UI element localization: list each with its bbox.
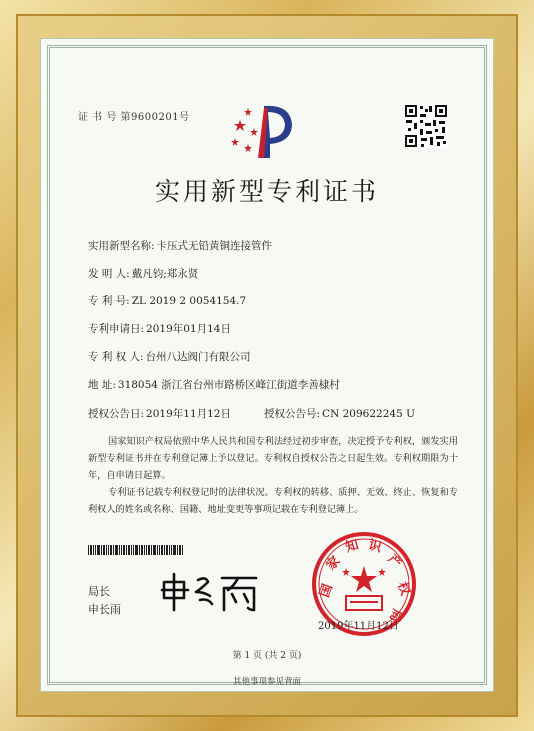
grant-date-row [88,406,231,421]
svg-text:国: 国 [317,582,336,600]
patent-number-row [88,293,246,308]
director-title: 局长 [88,585,110,598]
field-value: 318054 浙江省台州市路桥区峰江街道李善棣村 [117,379,340,391]
certificate-number: 证 书 号 第9600201号 [78,112,190,123]
field-value: 戴凡钧;郑永贤 [131,268,199,280]
barcode-icon [88,545,184,555]
field-label: 授权公告号: [264,408,321,420]
field-value: CN 209622245 U [322,408,415,420]
cnipa-logo-icon [230,98,306,164]
field-value: 台州八达阀门有限公司 [145,351,251,363]
grant-number-row [264,406,415,421]
field-value: 2019年11月12日 [146,408,231,420]
signature-icon [158,570,268,614]
certificate-title: 实用新型专利证书 [154,177,379,206]
field-label: 授权公告日: [88,408,145,420]
address-row [88,377,340,392]
svg-text:识: 识 [366,537,384,556]
inventor-row [88,266,198,281]
page-indicator: 第 1 页 (共 2 页) [232,651,302,661]
svg-text:局: 局 [386,606,405,624]
field-value: ZL 2019 2 0054154.7 [131,295,247,307]
grant-statement-paragraph: 国家知识产权局依照中华人民共和国专利法经过初步审查，决定授予专利权，颁发实用新型专利证书并在专利登记簿上予以登记。专利权自授权公告之日起生效。专利权期限为十年，自申请日起算。 [88,436,458,481]
svg-text:家: 家 [323,553,344,574]
field-label: 发 明 人: [88,268,130,280]
svg-text:知: 知 [343,537,361,556]
field-label: 专 利 权 人: [88,351,144,363]
field-label: 地 址: [88,379,116,391]
svg-text:权: 权 [394,580,413,598]
field-label: 专利申请日: [88,323,145,335]
qr-code-icon [404,104,448,148]
legal-status-paragraph: 专利证书记载专利权登记时的法律状况。专利权的转移、质押、无效、终止、恢复和专利权人的姓名或名称、国籍、地址变更等事项记载在专利登记簿上。 [88,487,458,515]
patentee-row [88,349,251,364]
field-label: 实用新型名称: [88,240,155,252]
footer-note: 其他事项参见背面 [232,677,301,687]
field-value: 2019年01月14日 [146,323,231,335]
seal-date: 2019年11月12日 [318,621,399,632]
svg-text:产: 产 [384,551,405,572]
director-name: 申长雨 [88,603,121,616]
filing-date-row [88,321,231,336]
utility-model-name-row [88,238,272,253]
field-value: 卡压式无铅黄铜连接管件 [156,240,273,252]
field-label: 专 利 号: [88,295,130,307]
